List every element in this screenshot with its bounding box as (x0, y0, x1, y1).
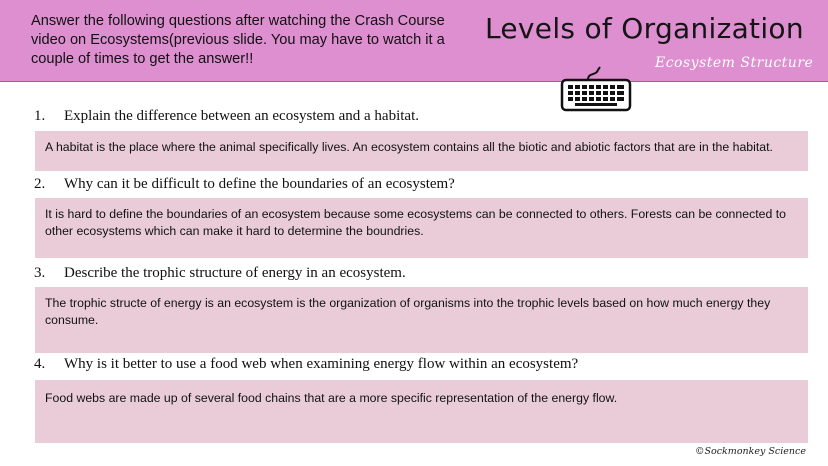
copyright-text: ©Sockmonkey Science (695, 446, 806, 457)
question-text: Why is it better to use a food web when examining energy flow within an ecosystem? (64, 356, 579, 372)
answer-box-4[interactable] (35, 380, 808, 443)
question-text: Describe the trophic structure of energy in an ecosystem. (64, 265, 406, 281)
question-number: 2. (34, 176, 46, 192)
answer-box-1[interactable] (35, 131, 808, 171)
question-text: Explain the difference between an ecosystem and a habitat. (64, 108, 419, 124)
answer-text: The trophic structe of energy is an ecosystem is the organization of organisms into the trophic levels based on how much energy they consume. (45, 296, 771, 327)
keyboard-icon (560, 66, 632, 112)
question-2 (34, 176, 455, 193)
answer-text: Food webs are made up of several food chains that are a more specific representation of the energy flow. (45, 391, 618, 405)
question-text: Why can it be difficult to define the boundaries of an ecosystem? (64, 176, 455, 192)
question-number: 1. (34, 108, 46, 124)
page-title: Levels of Organization (485, 12, 804, 45)
answer-box-2[interactable] (35, 198, 808, 258)
answer-text: A habitat is the place where the animal specifically lives. An ecosystem contains all the biotic and abiotic factors that are in the habitat. (45, 140, 773, 154)
header-banner (0, 0, 828, 82)
answer-text: It is hard to define the boundaries of an ecosystem because some ecosystems can be connected to others. Forests can be connected to other ecosystems which can make it hard to determine the boundries. (45, 207, 786, 238)
instructions-text: Answer the following questions after watching the Crash Course video on Ecosystems(previous slide. You may have to watch it a couple of times to get the answer!! (31, 13, 445, 67)
question-1 (34, 108, 419, 125)
page-subtitle: Ecosystem Structure (655, 55, 814, 71)
question-number: 3. (34, 265, 46, 281)
question-4 (34, 356, 578, 373)
answer-box-3[interactable] (35, 287, 808, 353)
question-number: 4. (34, 356, 46, 372)
question-3 (34, 265, 406, 282)
